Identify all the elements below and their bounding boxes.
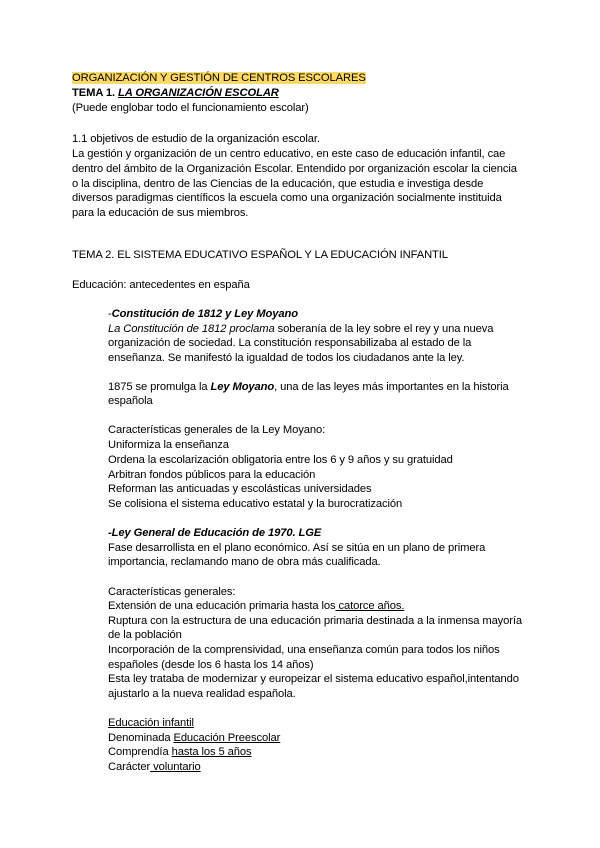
- infantil-denominada: Denominada Educación Preescolar: [108, 732, 281, 744]
- lge-heading: -Ley General de Educación de 1970. LGE: [108, 527, 322, 539]
- moyano-characteristic-item: Ordena la escolarización obligatoria entre los 6 y 9 años y su gratuidad: [108, 454, 453, 466]
- tema1-note: (Puede englobar todo el funcionamiento escolar): [72, 102, 309, 114]
- infantil-title: Educación infantil: [108, 717, 194, 729]
- lge-line: importancia, reclamando mano de obra más cualificada.: [108, 556, 381, 568]
- section-1-1-line: diversos paradigmas científicos la escuela como una organización socialmente instituida: [72, 192, 502, 204]
- header-highlight: ORGANIZACIÓN Y GESTIÓN DE CENTROS ESCOLARES: [72, 72, 366, 84]
- lge-characteristics-title: Características generales:: [108, 586, 236, 598]
- tema1-title: LA ORGANIZACIÓN ESCOLAR: [118, 87, 279, 99]
- moyano-characteristic-item: Uniformiza la enseñanza: [108, 439, 229, 451]
- constitucion-p1-line: enseñanza. Se manifestó la igualdad de todos los ciudadanos ante la ley.: [108, 352, 465, 364]
- section-1-1-title: 1.1 objetivos de estudio de la organización escolar.: [72, 133, 320, 145]
- infantil-comprendia: Comprendía hasta los 5 años: [108, 746, 252, 758]
- moyano-characteristic-item: Arbitran fondos públicos para la educación: [108, 469, 316, 481]
- lge-characteristic-item: Ruptura con la estructura de una educación primaria destinada a la inmensa mayoría: [108, 615, 523, 627]
- section-1-1-line: dentro del ámbito de la Organización Escolar. Entendido por organización escolar la ciencia: [72, 163, 517, 175]
- ley-moyano-emphasis: Ley Moyano: [210, 381, 275, 393]
- section-1-1-line: para la educación de sus miembros.: [72, 207, 249, 219]
- tema1-heading: TEMA 1. LA ORGANIZACIÓN ESCOLAR: [72, 87, 279, 99]
- lge-characteristic-item: ajustarlo a la nueva realidad española.: [108, 688, 296, 700]
- infantil-caracter: Carácter voluntario: [108, 761, 201, 773]
- constitucion-p2-line: española: [108, 395, 153, 407]
- lge-characteristic-item: de la población: [108, 629, 182, 641]
- catorce-anos-underlined: catorce años.: [335, 600, 405, 612]
- antecedentes-heading: Educación: antecedentes en españa: [72, 279, 250, 291]
- lge-line: Fase desarrollista en el plano económico. Así se sitúa en un plano de primera: [108, 542, 486, 554]
- tema2-heading: TEMA 2. EL SISTEMA EDUCATIVO ESPAÑOL Y LA EDUCACIÓN INFANTIL: [72, 249, 448, 261]
- moyano-characteristics-title: Características generales de la Ley Moyano:: [108, 424, 326, 436]
- lge-characteristic-item: Incorporación de la comprensividad, una enseñanza común para todos los niños: [108, 644, 500, 656]
- lge-characteristic-item: Esta ley trataba de modernizar y europeizar el sistema educativo español,intentando: [108, 673, 519, 685]
- constitucion-p1-line: organización de sociedad. La constitución responsabilizaba al estado de la: [108, 337, 472, 349]
- constitucion-heading-text: Constitución de 1812 y Ley Moyano: [111, 308, 298, 320]
- constitucion-heading: -Constitución de 1812 y Ley Moyano: [108, 308, 298, 320]
- moyano-characteristic-item: Se colisiona el sistema educativo estatal y la burocratización: [108, 498, 403, 510]
- section-1-1-line: o la disciplina, dentro de las Ciencias de la educación, que estudia e investiga desde: [72, 178, 484, 190]
- section-1-1-line: La gestión y organización de un centro educativo, en este caso de educación infantil, cae: [72, 148, 506, 160]
- lge-characteristic-item: Extensión de una educación primaria hasta los catorce años.: [108, 600, 405, 612]
- moyano-characteristic-item: Reforman las anticuadas y escolásticas universidades: [108, 483, 372, 495]
- constitucion-p2-line: 1875 se promulga la Ley Moyano, una de las leyes más importantes en la historia: [108, 381, 509, 393]
- document-header: [72, 71, 366, 86]
- constitucion-p1-line: La Constitución de 1812 proclama soberanía de la ley sobre el rey y una nueva: [108, 323, 494, 335]
- lge-characteristic-item: españoles (desde los 6 hasta los 14 años): [108, 659, 314, 671]
